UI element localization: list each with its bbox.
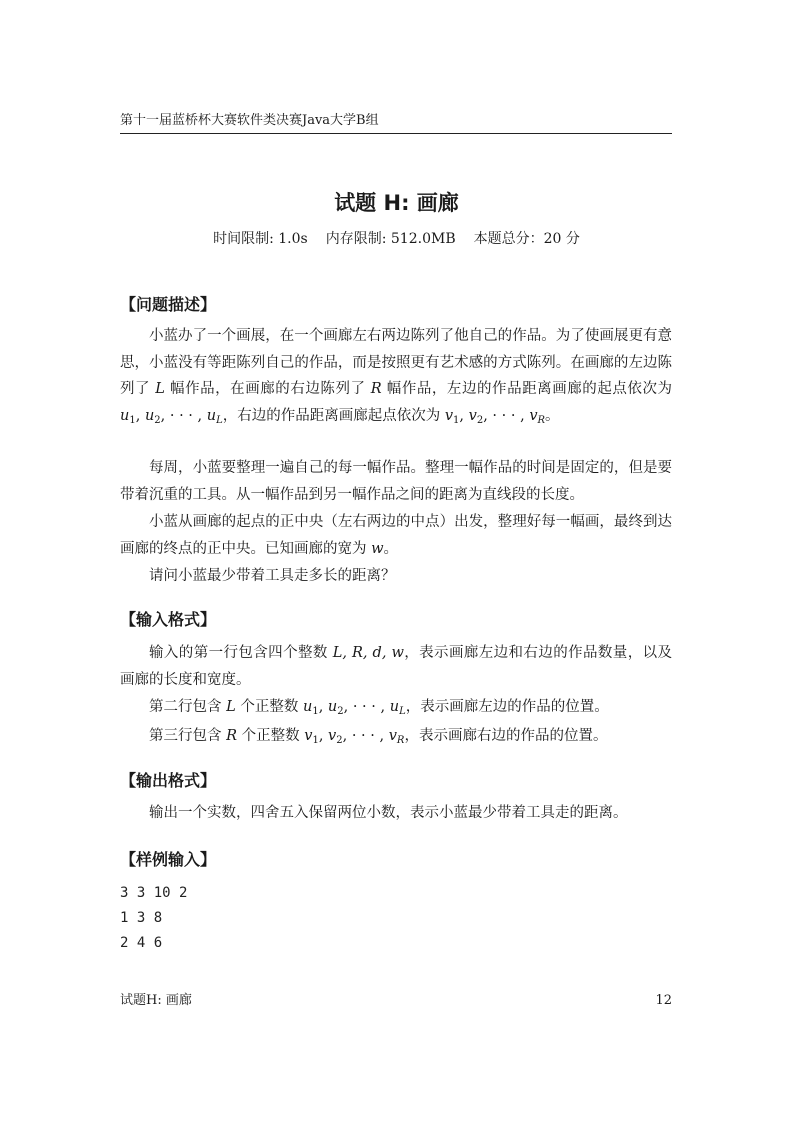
- section-title-sample-input: 【样例输入】: [120, 850, 217, 869]
- sample-input-line-3: 2 4 6: [120, 935, 163, 951]
- section-title-input: 【输入格式】: [120, 610, 217, 629]
- time-limit: 时间限制: 1.0s: [213, 231, 308, 247]
- output-paragraph-1: 输出一个实数，四舍五入保留两位小数，表示小蓝最少带着工具走的距离。: [149, 805, 628, 821]
- problem-limits: [0, 228, 793, 250]
- input-paragraph-2: 第二行包含 L 个正整数 $u_1$, $u_2$, · · · , $u_L$，表示画廊左边的作品的位置。: [149, 699, 609, 717]
- total-score: 本题总分：20 分: [473, 231, 580, 247]
- problem-paragraph-1: 小蓝办了一个画展，在一个画廊左右两边陈列了他自己的作品。为了使画展更有意思，小蓝没有等距陈列自己的作品，而是按照更有艺术感的方式陈列。在画廊的左边陈列了 L 幅作品，在画廊的右边陈列了 R 幅作品，左边的作品距离画廊的起点依次为 $u_1$, $u_2$, · · · , $u_L$，右边的作品距离画廊起点依次为 $v_1$, $v_2$, · · · , $v_R$。: [120, 328, 673, 426]
- section-title-output: 【输出格式】: [120, 771, 217, 790]
- section-title-problem: 【问题描述】: [120, 295, 217, 314]
- problem-paragraph-4: 请问小蓝最少带着工具走多长的距离？: [149, 568, 396, 584]
- problem-paragraph-2: 每周，小蓝要整理一遍自己的每一幅作品。整理一幅作品的时间是固定的，但是要带着沉重的工具。从一幅作品到另一幅作品之间的距离为直线段的长度。: [120, 460, 672, 503]
- footer-title: 试题H: 画廊: [120, 993, 192, 1008]
- problem-title: 试题 H: 画廊: [334, 191, 459, 215]
- running-footer: [120, 992, 672, 1010]
- running-header: 第十一届蓝桥杯大赛软件类决赛Java大学B组: [120, 112, 672, 134]
- sample-input-line-2: 1 3 8: [120, 910, 163, 926]
- memory-limit: 内存限制: 512.0MB: [325, 231, 456, 247]
- problem-paragraph-3: 小蓝从画廊的起点的正中央（左右两边的中点）出发，整理好每一幅画，最终到达画廊的终点的正中央。已知画廊的宽为 w。: [120, 514, 672, 557]
- input-paragraph-1: 输入的第一行包含四个整数 L, R, d, w，表示画廊左边和右边的作品数量，以及画廊的长度和宽度。: [120, 645, 672, 688]
- input-paragraph-3: 第三行包含 R 个正整数 $v_1$, $v_2$, · · · , $v_R$，表示画廊右边的作品的位置。: [149, 728, 608, 746]
- page-number: 12: [655, 993, 672, 1008]
- sample-input-line-1: 3 3 10 2: [120, 885, 188, 901]
